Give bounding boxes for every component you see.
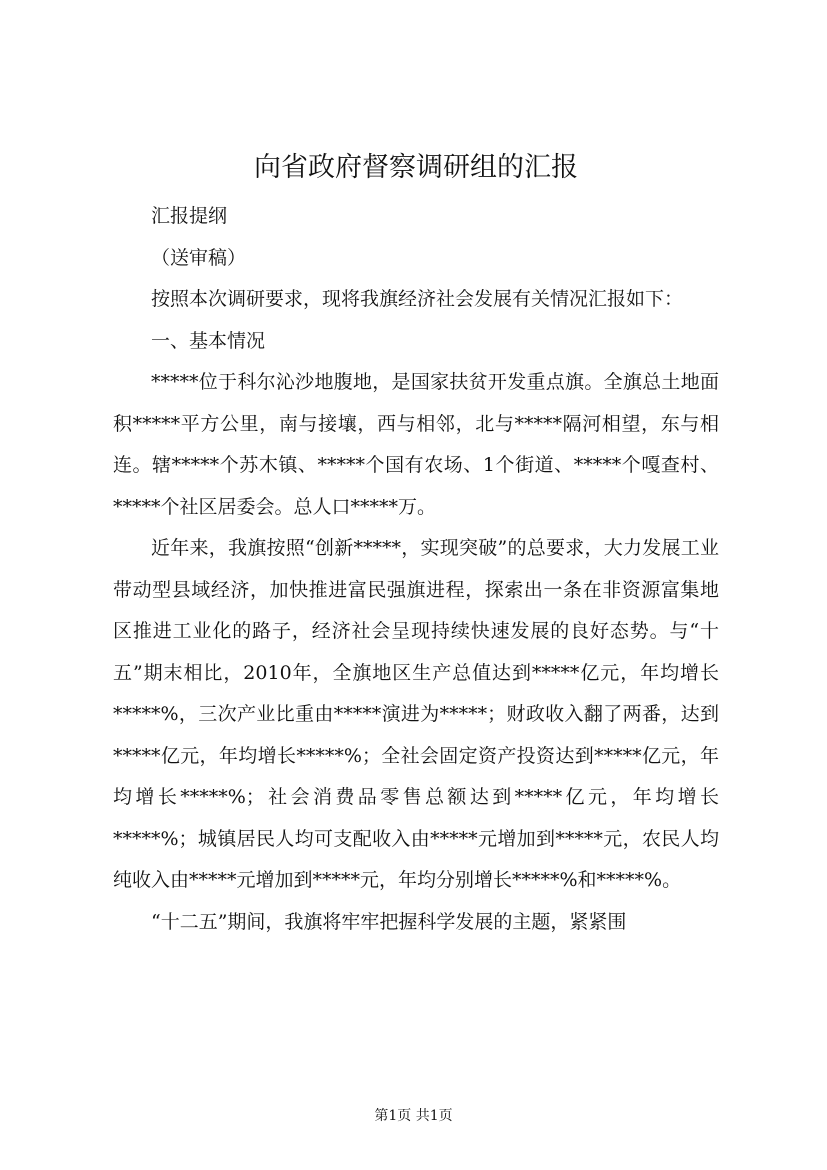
recent-development-paragraph: 近年来，我旗按照“创新*****，实现突破”的总要求，大力发展工业带动型县域经济，加快推进富民强旗进程，探索出一条在非资源富集地区推进工业化的路子，经济社会呈现持续快速发展的良好态势。与“十五”期末相比，2010年，全旗地区生产总值达到*****亿元，年均增长*****%，三次产业比重由*****演进为*****；财政收入翻了两番，达到*****亿元，年均增长*****%；全社会固定资产投资达到*****亿元，年均增长*****%；社会消费品零售总额达到*****亿元，年均增长*****%；城镇居民人均可支配收入由*****元增加到*****元，农民人均纯收入由*****元增加到*****元，年均分别增长*****%和*****%。 — [113, 537, 719, 891]
intro-paragraph: 按照本次调研要求，现将我旗经济社会发展有关情况汇报如下： — [151, 288, 684, 310]
outline-label: 汇报提纲 — [151, 205, 228, 227]
basic-info-paragraph: *****位于科尔沁沙地腹地，是国家扶贫开发重点旗。全旗总土地面积*****平方公里，南与接壤，西与相邻，北与*****隔河相望，东与相连。辖*****个苏木镇、*****个国有农场、1个街道、*****个嘎查村、*****个社区居委会。总人口*****万。 — [113, 371, 719, 518]
page-number-footer: 第1页 共1页 — [374, 1108, 453, 1124]
document-body — [113, 148, 719, 943]
document-title: 向省政府督察调研组的汇报 — [254, 152, 578, 183]
five-year-plan-paragraph: “十二五”期间，我旗将牢牢把握科学发展的主题，紧紧围 — [151, 910, 627, 933]
section-heading: 一、基本情况 — [151, 329, 266, 352]
draft-label: （送审稿） — [151, 246, 247, 269]
